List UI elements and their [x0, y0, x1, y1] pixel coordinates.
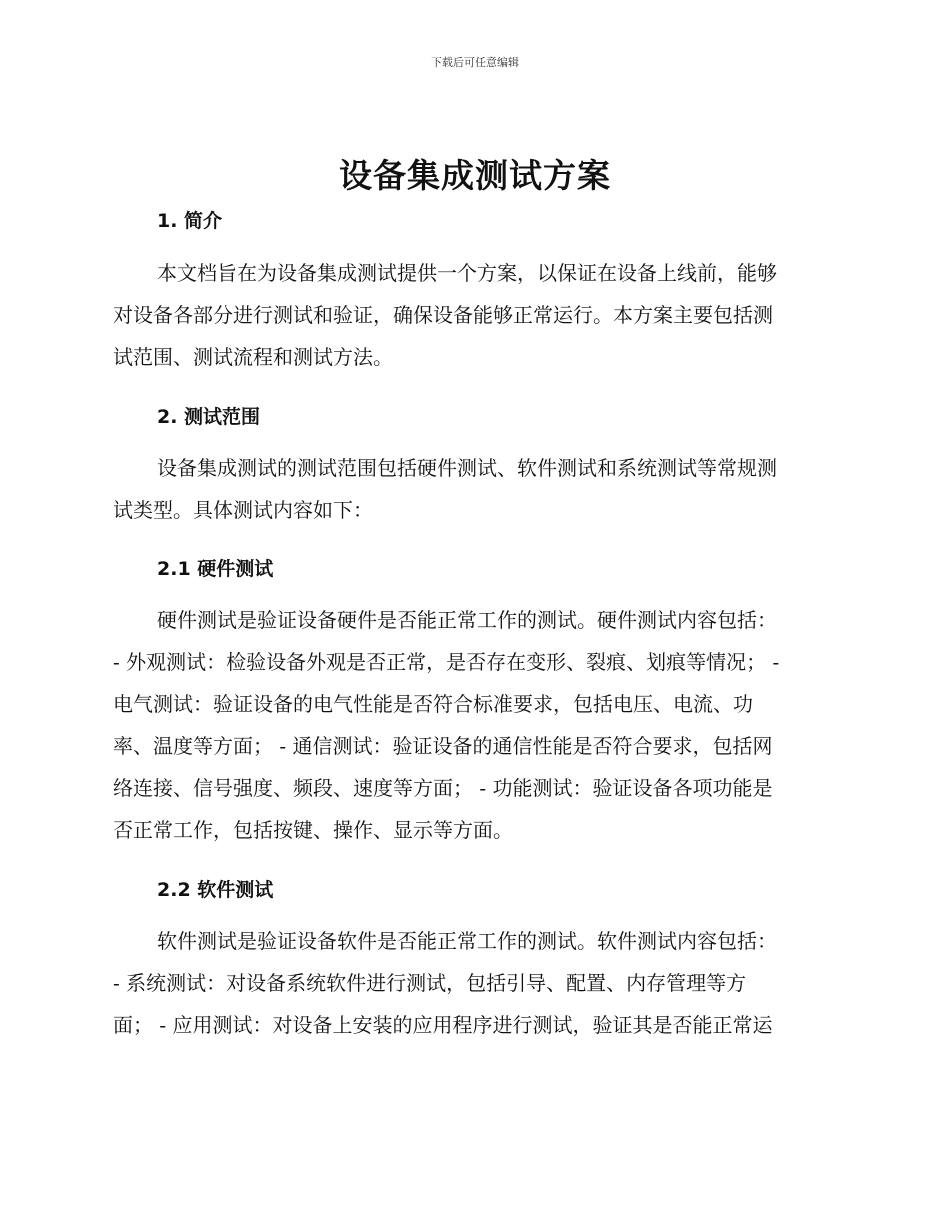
page-header-note: 下载后可任意编辑: [431, 56, 519, 69]
paragraph-line: 对设备各部分进行测试和验证，确保设备能够正常运行。本方案主要包括测: [113, 303, 773, 327]
document-title: 设备集成测试方案: [339, 156, 611, 195]
section-paragraph-hardware-test: [113, 599, 829, 851]
paragraph-line: 否正常工作，包括按键、操作、显示等方面。: [113, 818, 513, 842]
paragraph-line: 试范围、测试流程和测试方法。: [113, 345, 393, 369]
section-heading-software-test: 2.2 软件测试: [157, 879, 274, 901]
section-paragraph-test-scope: [113, 447, 829, 531]
paragraph-line: 率、温度等方面； - 通信测试：验证设备的通信性能是否符合要求，包括网: [113, 734, 773, 758]
section-heading-test-scope: 2. 测试范围: [157, 406, 261, 428]
paragraph-line: 试类型。具体测试内容如下：: [113, 498, 373, 522]
paragraph-line: 电气测试：验证设备的电气性能是否符合标准要求，包括电压、电流、功: [113, 692, 753, 716]
section-paragraph-software-test: [113, 920, 829, 1046]
paragraph-line: 络连接、信号强度、频段、速度等方面； - 功能测试：验证设备各项功能是: [113, 776, 773, 800]
paragraph-line: 软件测试是验证设备软件是否能正常工作的测试。软件测试内容包括：: [157, 929, 777, 953]
paragraph-line: - 系统测试：对设备系统软件进行测试，包括引导、配置、内存管理等方: [113, 971, 747, 995]
paragraph-line: 面； - 应用测试：对设备上安装的应用程序进行测试，验证其是否能正常运: [113, 1013, 773, 1037]
paragraph-line: 设备集成测试的测试范围包括硬件测试、软件测试和系统测试等常规测: [157, 456, 777, 480]
section-heading-intro: 1. 简介: [157, 210, 223, 232]
paragraph-line: 硬件测试是验证设备硬件是否能正常工作的测试。硬件测试内容包括：: [157, 608, 777, 632]
section-paragraph-intro: [113, 252, 829, 378]
paragraph-line: 本文档旨在为设备集成测试提供一个方案，以保证在设备上线前，能够: [157, 261, 777, 285]
paragraph-line: - 外观测试：检验设备外观是否正常，是否存在变形、裂痕、划痕等情况； -: [113, 650, 780, 674]
section-heading-hardware-test: 2.1 硬件测试: [157, 558, 274, 580]
